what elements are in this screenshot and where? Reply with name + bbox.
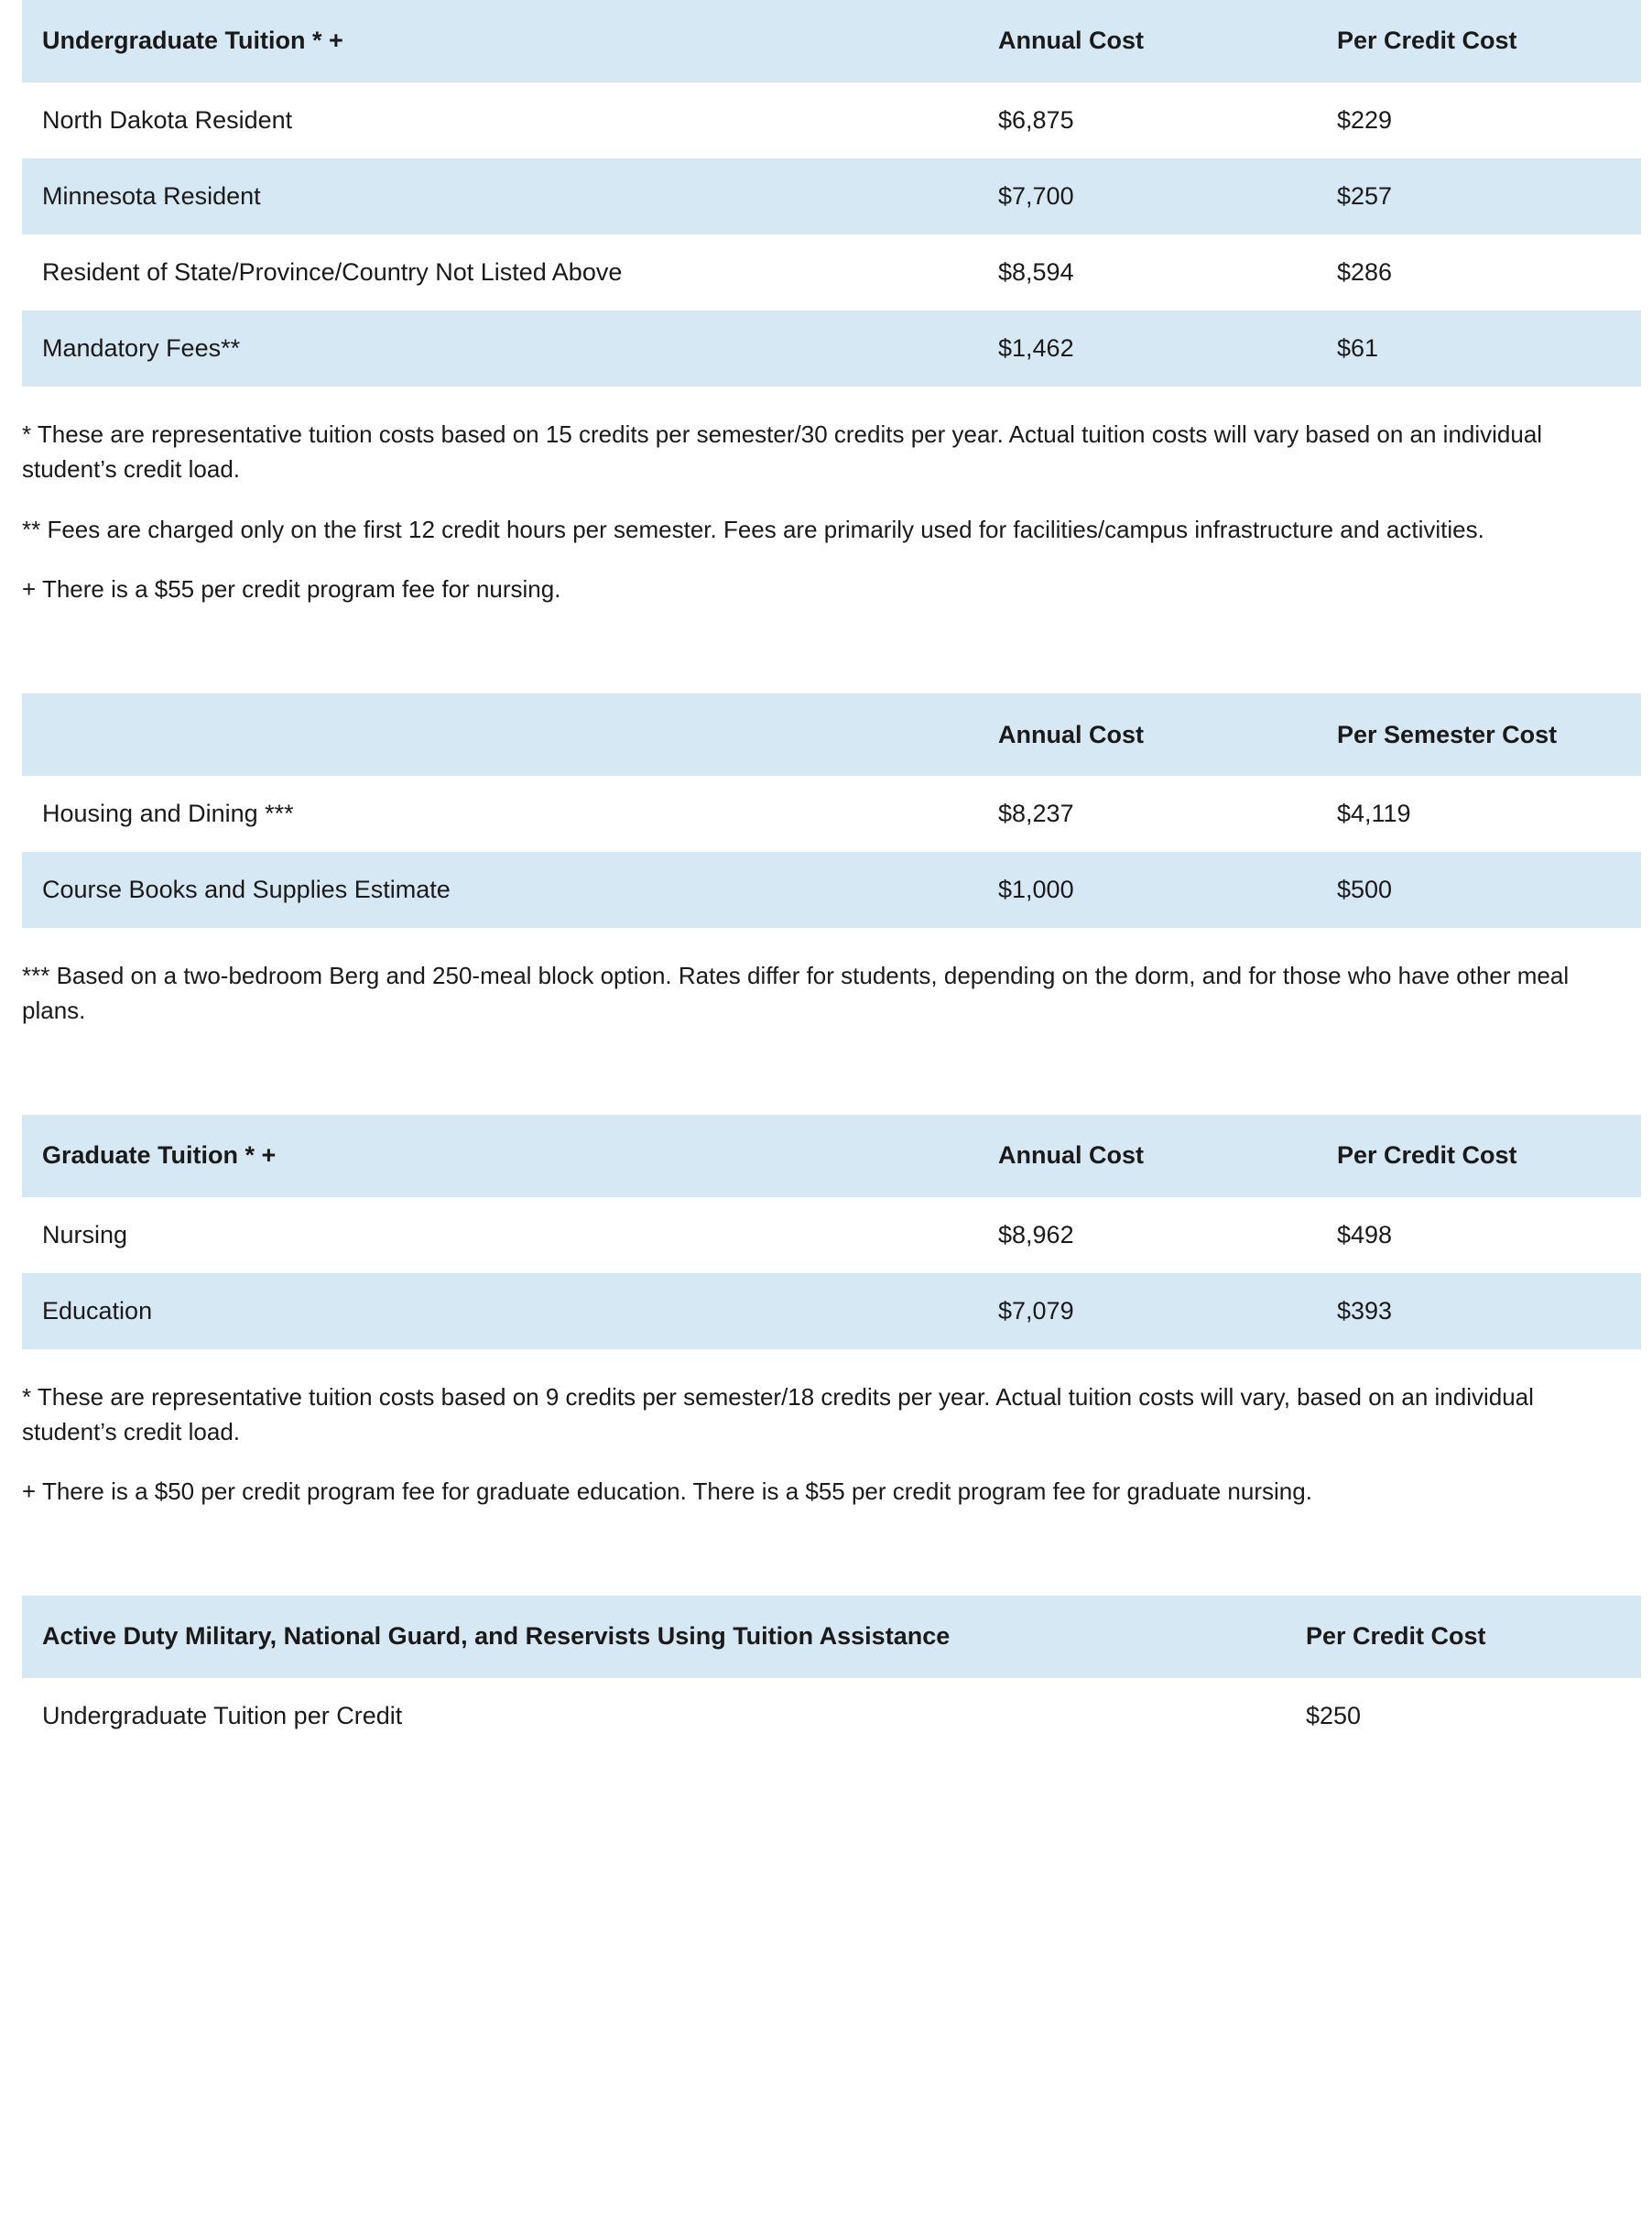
graduate-tuition-section (0, 1115, 1652, 1349)
row-label: North Dakota Resident (22, 82, 978, 158)
column-header-per-credit-cost: Per Credit Cost (1317, 1115, 1641, 1197)
row-per-semester-cost: $500 (1317, 852, 1641, 928)
note-undergrad-plus: + There is a $55 per credit program fee for nursing. (22, 575, 561, 604)
table-header-row (22, 0, 1641, 82)
note-undergrad-double-asterisk: ** Fees are charged only on the first 12 credit hours per semester. Fees are primarily used for facilities/campus infrastructure and activities. (22, 515, 1484, 543)
row-per-credit-cost: $498 (1317, 1197, 1641, 1273)
undergraduate-tuition-section (0, 0, 1652, 387)
table-header-row (22, 1115, 1641, 1197)
section-spacer (0, 633, 1652, 693)
row-annual-cost: $7,079 (978, 1273, 1317, 1349)
row-per-semester-cost: $4,119 (1317, 776, 1641, 852)
row-annual-cost: $1,462 (978, 311, 1317, 387)
table-row (22, 1197, 1641, 1273)
section-spacer (0, 1054, 1652, 1115)
table-row (22, 1273, 1641, 1349)
row-annual-cost: $7,700 (978, 158, 1317, 234)
row-per-credit-cost: $393 (1317, 1273, 1641, 1349)
table-row (22, 776, 1641, 852)
row-annual-cost: $8,594 (978, 234, 1317, 311)
column-header-label: Undergraduate Tuition * + (22, 0, 978, 82)
row-per-credit-cost: $61 (1317, 311, 1641, 387)
military-tuition-table (22, 1596, 1641, 1754)
row-label: Nursing (22, 1197, 978, 1273)
row-per-credit-cost: $257 (1317, 158, 1641, 234)
row-label: Undergraduate Tuition per Credit (22, 1678, 1286, 1754)
table-row (22, 234, 1641, 311)
column-header-per-credit-cost: Per Credit Cost (1286, 1596, 1641, 1678)
row-annual-cost: $1,000 (978, 852, 1317, 928)
table-header-row (22, 693, 1641, 776)
table-header-row (22, 1596, 1641, 1678)
column-header-label: Active Duty Military, National Guard, and Reservists Using Tuition Assistance (22, 1596, 1286, 1678)
housing-notes (22, 959, 1630, 1028)
military-tuition-section (0, 1596, 1652, 1754)
column-header-annual-cost: Annual Cost (978, 1115, 1317, 1197)
note-undergrad-asterisk: * These are representative tuition costs based on 15 credits per semester/30 credits per year. Actual tuition costs will vary based on an individual student’s credit load. (22, 420, 1543, 484)
row-label: Resident of State/Province/Country Not Listed Above (22, 234, 978, 311)
note-graduate-plus: + There is a $50 per credit program fee for graduate education. There is a $55 per credit program fee for graduate nursing. (22, 1477, 1312, 1506)
row-annual-cost: $8,962 (978, 1197, 1317, 1273)
graduate-notes (22, 1380, 1630, 1510)
column-header-per-semester-cost: Per Semester Cost (1317, 693, 1641, 776)
column-header-annual-cost: Annual Cost (978, 693, 1317, 776)
table-row (22, 158, 1641, 234)
table-row (22, 1678, 1641, 1754)
column-header-annual-cost: Annual Cost (978, 0, 1317, 82)
column-header-per-credit-cost: Per Credit Cost (1317, 0, 1641, 82)
row-annual-cost: $8,237 (978, 776, 1317, 852)
table-row (22, 82, 1641, 158)
note-graduate-asterisk: * These are representative tuition costs based on 9 credits per semester/18 credits per year. Actual tuition costs will vary, based on an individual student’s credit load. (22, 1382, 1534, 1445)
row-label: Course Books and Supplies Estimate (22, 852, 978, 928)
row-per-credit-cost: $250 (1286, 1678, 1641, 1754)
row-label: Mandatory Fees** (22, 311, 978, 387)
row-per-credit-cost: $286 (1317, 234, 1641, 311)
column-header-blank (22, 693, 978, 776)
column-header-label: Graduate Tuition * + (22, 1115, 978, 1197)
row-label: Education (22, 1273, 978, 1349)
row-per-credit-cost: $229 (1317, 82, 1641, 158)
note-housing-triple-asterisk: *** Based on a two-bedroom Berg and 250-meal block option. Rates differ for students, depending on the dorm, and for those who have other meal plans. (22, 962, 1570, 1024)
undergraduate-tuition-table (22, 0, 1641, 387)
housing-and-books-table (22, 693, 1641, 928)
row-annual-cost: $6,875 (978, 82, 1317, 158)
row-label: Minnesota Resident (22, 158, 978, 234)
section-spacer (0, 1535, 1652, 1596)
table-row (22, 852, 1641, 928)
graduate-tuition-table (22, 1115, 1641, 1349)
undergraduate-notes (22, 418, 1630, 607)
row-label: Housing and Dining *** (22, 776, 978, 852)
housing-and-books-section (0, 693, 1652, 928)
table-row (22, 311, 1641, 387)
